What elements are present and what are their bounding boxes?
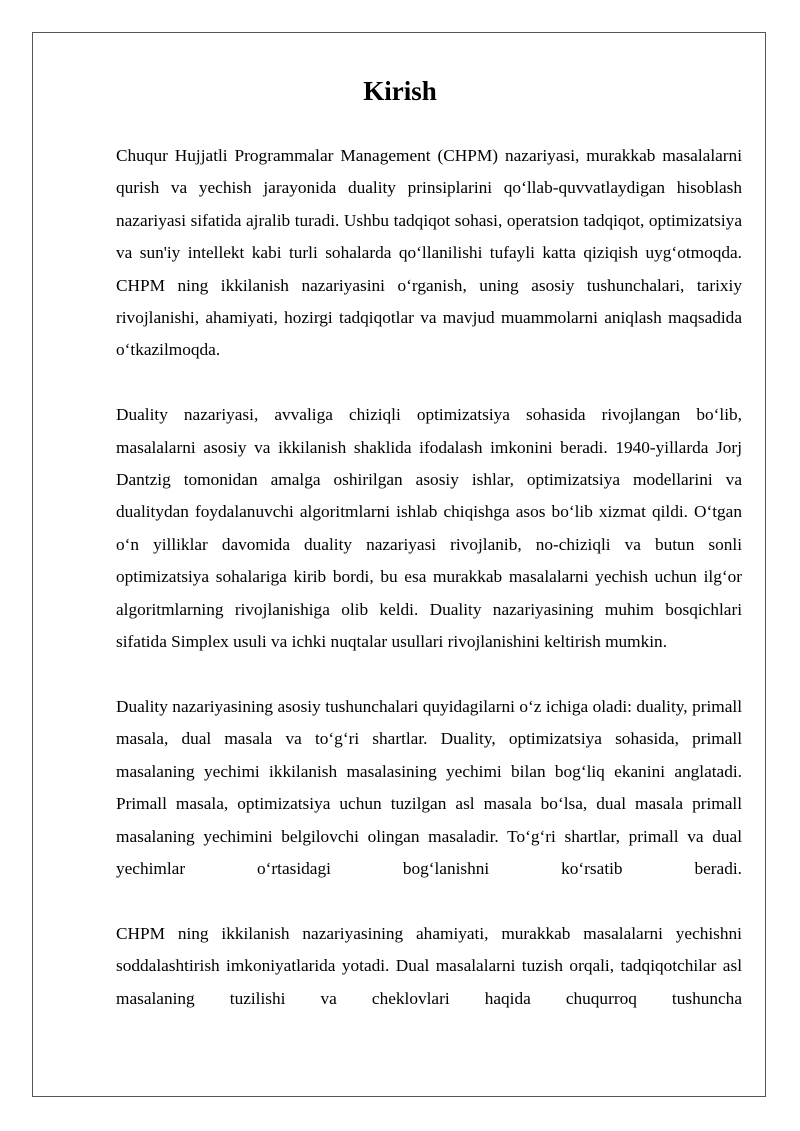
paragraph-significance: CHPM ning ikkilanish nazariyasining ahamiyati, murakkab masalalarni yechishni soddalashtirish imkoniyatlarida yotadi. Dual masalalarni tuzish orqali, tadqiqotchilar asl masalaning tuzilishi va cheklovlari haqida chuqurroq tushuncha (116, 923, 742, 1008)
paragraph-duality-history: Duality nazariyasi, avvaliga chiziqli optimizatsiya sohasida rivojlangan bo‘lib, masalalarni asosiy va ikkilanish shaklida ifodalash imkonini beradi. 1940-yillarda Jorj Dantzig tomonidan amalga oshirilgan asosiy ishlar, optimizatsiya modellarini va dualitydan foydalanuvchi algoritmlarni ishlab chiqishga asos bo‘lib xizmat qildi. O‘tgan o‘n yilliklar davomida duality nazariyasi rivojlanib, no-chiziqli va butun sonli optimizatsiya sohalariga kirib bordi, bu esa murakkab masalalarni yechish uchun ilg‘or algoritmlarning rivojlanishiga olib keldi. Duality nazariyasining muhim bosqichlari sifatida Simplex usuli va ichki nuqtalar usullari rivojlanishini keltirish mumkin. (116, 405, 742, 652)
page-title: Kirish (363, 76, 437, 106)
document-body (116, 140, 742, 1015)
paragraph-core-concepts: Duality nazariyasining asosiy tushunchalari quyidagilarni o‘z ichiga oladi: duality, primall masala, dual masala va to‘g‘ri shartlar. Duality, optimizatsiya sohasida, primall masalaning yechimi ikkilanish masalasining yechimi bilan bog‘liq ekanini anglatadi. Primall masala, optimizatsiya uchun tuzilgan asl masala bo‘lsa, dual masala primall masalaning yechimini belgilovchi olingan masaladir. To‘g‘ri shartlar, primall va dual yechimlar o‘rtasidagi bog‘lanishni ko‘rsatib beradi. (116, 696, 742, 878)
paragraph-introduction: Chuqur Hujjatli Programmalar Management (CHPM) nazariyasi, murakkab masalalarni qurish va yechish jarayonida duality prinsiplarini qo‘llab-quvvatlaydigan hisoblash nazariyasi sifatida ajralib turadi. Ushbu tadqiqot sohasi, operatsion tadqiqot, optimizatsiya va sun'iy intellekt kabi turli sohalarda qo‘llanilishi tufayli katta qiziqish uyg‘otmoqda. CHPM ning ikkilanish nazariyasini o‘rganish, uning asosiy tushunchalari, tarixiy rivojlanishi, ahamiyati, hozirgi tadqiqotlar va mavjud muammolarni aniqlash maqsadida o‘tkazilmoqda. (116, 146, 742, 360)
